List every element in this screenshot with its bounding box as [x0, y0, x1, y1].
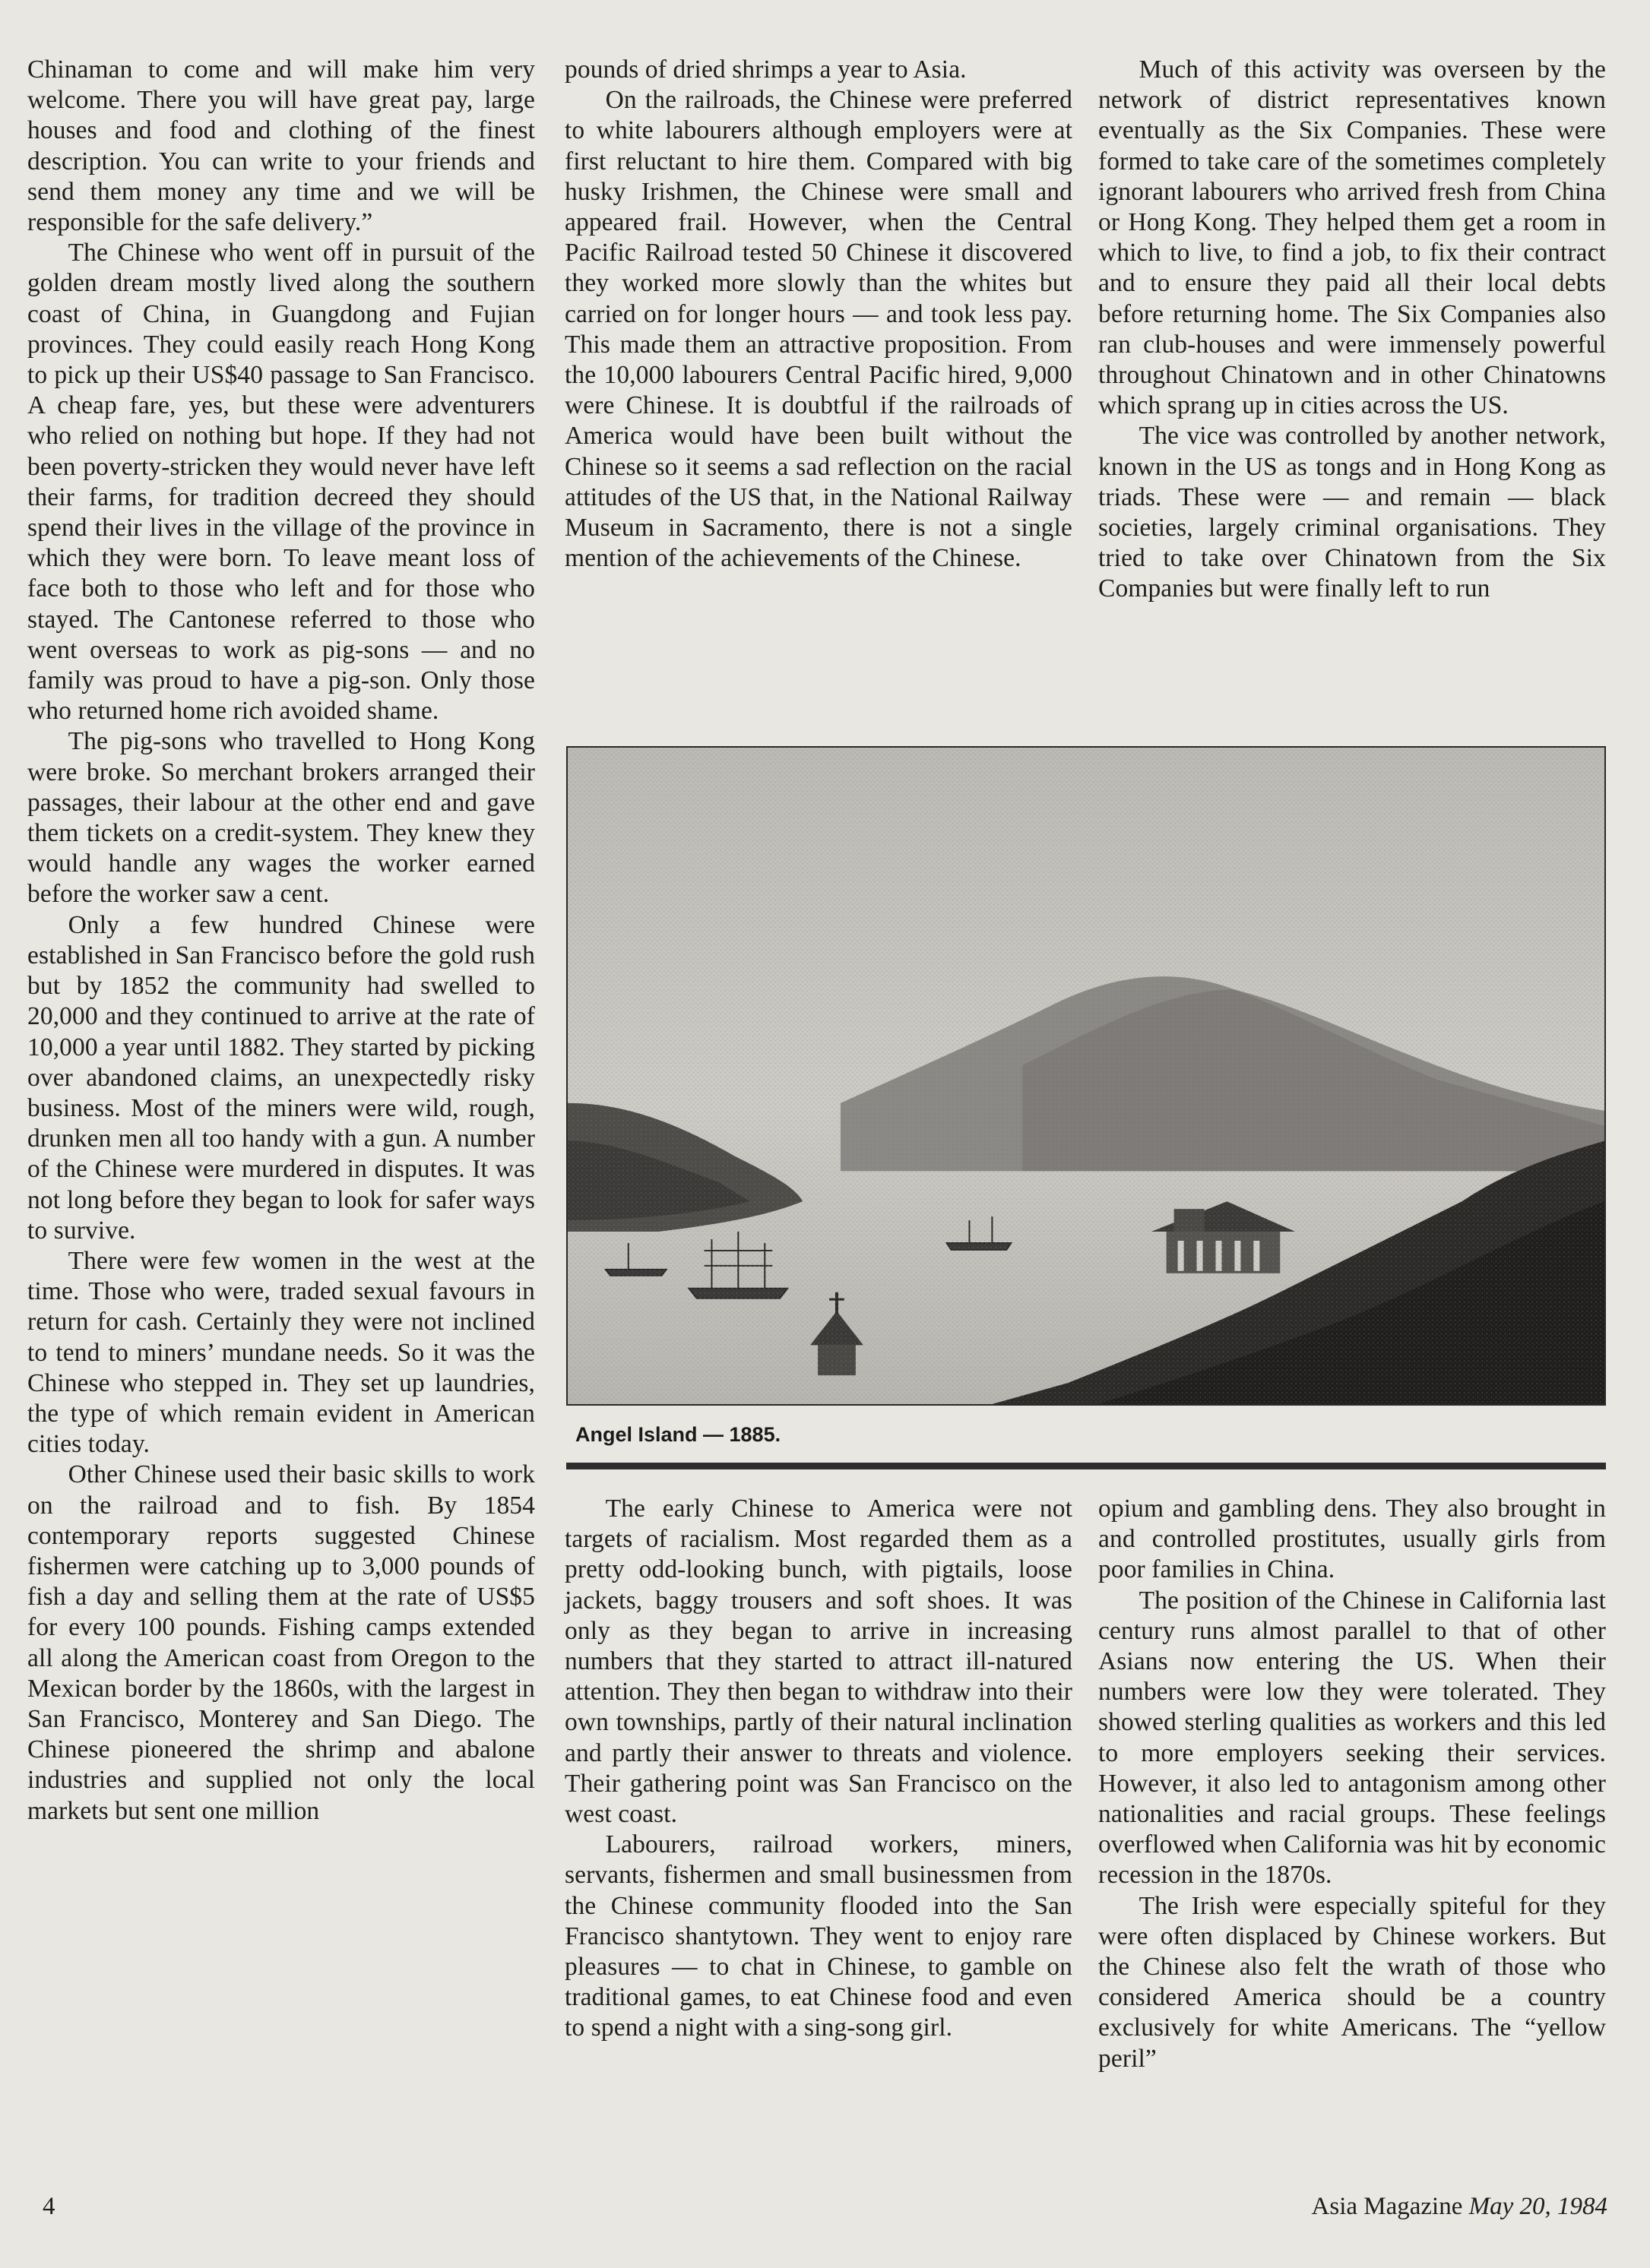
- paragraph: On the railroads, the Chinese were preferred to white labourers although employers were at first reluctant to hire them. Compared with big husky Irishmen, the Chinese were small and appeared frail. However, when the Central Pacific Railroad tested 50 Chinese it discovered they worked more slowly than the whites but carried on for longer hours — and took less pay. This made them an attractive proposition. From the 10,000 labourers Central Pacific hired, 9,000 were Chinese. It is doubtful if the railroads of America would have been built without the Chinese so it seems a sad reflection on the racial attitudes of the US that, in the National Railway Museum in Sacramento, there is not a single mention of the achievements of the Chinese.: [565, 86, 1072, 573]
- article-column-3-bottom: [1098, 1494, 1606, 2074]
- paragraph: The Chinese who went off in pursuit of the golden dream mostly lived along the southern coast of China, in Guangdong and Fujian provinces. They could easily reach Hong Kong to pick up their US$40 passage to San Francisco. A cheap fare, yes, but these were adventurers who relied on nothing but hope. If they had not been poverty-stricken they would never have left their farms, for tradition decreed they should spend their lives in the village of the province in which they were born. To leave meant loss of face both to those who left and for those who stayed. The Cantonese referred to those who went overseas to work as pig-sons — and no family was proud to have a pig-son. Only those who returned home rich avoided shame.: [27, 239, 535, 726]
- publication-name: Asia Magazine: [1311, 2193, 1469, 2220]
- paragraph: The vice was controlled by another network, known in the US as tongs and in Hong Kong as triads. These were — and remain — black societies, largely criminal organisations. They tried to take over Chinatown from the Six Companies but were finally left to run: [1098, 422, 1606, 603]
- paragraph: Much of this activity was overseen by the network of district representatives known eventually as the Six Companies. These were formed to take care of the sometimes completely ignorant labourers who arrived fresh from China or Hong Kong. They helped them get a room in which to live, to find a job, to fix their contract and to ensure they paid all their local debts before returning home. The Six Companies also ran club-houses and were immensely powerful throughout Chinatown and in other Chinatowns which sprang up in cities across the US.: [1098, 55, 1606, 420]
- paragraph: The pig-sons who travelled to Hong Kong were broke. So merchant brokers arranged their passages, their labour at the other end and gave them tickets on a credit-system. They knew they would handle any wages the worker earned before the worker saw a cent.: [27, 727, 535, 909]
- publication-footer: [1312, 2193, 1607, 2221]
- paragraph: There were few women in the west at the time. Those who were, traded sexual favours in return for cash. Certainly they were not inclined to tend to miners’ mundane needs. So it was the Chinese who stepped in. They set up laundries, the type of which remain evident in American cities today.: [27, 1246, 535, 1459]
- paragraph: opium and gambling dens. They also brought in and controlled prostitutes, usually girls from poor families in China.: [1098, 1495, 1606, 1584]
- paragraph: The early Chinese to America were not targets of racialism. Most regarded them as a pretty odd-looking bunch, with pigtails, loose jackets, baggy trousers and soft shoes. It was only as they began to arrive in increasing numbers that they started to attract ill-natured attention. They then began to withdraw into their own townships, partly of their natural inclination and partly their answer to threats and violence. Their gathering point was San Francisco on the west coast.: [565, 1495, 1072, 1829]
- article-column-3-top: [1098, 55, 1606, 605]
- article-column-2-bottom: [565, 1494, 1072, 2044]
- paragraph: Only a few hundred Chinese were established in San Francisco before the gold rush but by 1852 the community had swelled to 20,000 and they continued to arrive at the rate of 10,000 a year until 1882. They started by picking over abandoned claims, an unexpectedly risky business. Most of the miners were wild, rough, drunken men all too handy with a gun. A number of the Chinese were murdered in disputes. It was not long before they began to look for safer ways to survive.: [27, 910, 535, 1245]
- paragraph: The position of the Chinese in California last century runs almost parallel to that of other Asians now entering the US. When their numbers were low they were tolerated. They showed sterling qualities as workers and this led to more employers seeking their services. However, it also led to antagonism among other nationalities and racial groups. These feelings overflowed when California was hit by economic recession in the 1870s.: [1098, 1586, 1606, 1890]
- article-column-2-top: [565, 55, 1072, 574]
- landscape-illustration: [568, 748, 1604, 1404]
- page-number: 4: [43, 2193, 55, 2220]
- photo-caption: Angel Island — 1885.: [575, 1423, 781, 1446]
- paragraph: Chinaman to come and will make him very welcome. There you will have great pay, large houses and food and clothing of the finest description. You can write to your friends and send them money any time and we will be responsible for the safe delivery.”: [27, 55, 535, 237]
- angel-island-photo: [566, 746, 1606, 1406]
- paragraph: Other Chinese used their basic skills to work on the railroad and to fish. By 1854 contemporary reports suggested Chinese fishermen were catching up to 3,000 pounds of fish a day and selling them at the rate of US$5 for every 100 pounds. Fishing camps extended all along the American coast from Oregon to the Mexican border by the 1860s, with the largest in San Francisco, Monterey and San Diego. The Chinese pioneered the shrimp and abalone industries and supplied not only the local markets but sent one million: [27, 1460, 535, 1825]
- paragraph: Labourers, railroad workers, miners, servants, fishermen and small businessmen from the Chinese community flooded into the San Francisco shantytown. They went to enjoy rare pleasures — to chat in Chinese, to gamble on traditional games, to eat Chinese food and even to spend a night with a sing-song girl.: [565, 1830, 1072, 2042]
- article-column-1: [27, 55, 535, 1827]
- section-divider: [566, 1463, 1606, 1469]
- issue-date: May 20, 1984: [1468, 2193, 1607, 2220]
- paragraph: pounds of dried shrimps a year to Asia.: [565, 55, 967, 84]
- paragraph: The Irish were especially spiteful for they were often displaced by Chinese workers. But the Chinese also felt the wrath of those who considered America should be a country exclusively for white Americans. The “yellow peril”: [1098, 1891, 1606, 2073]
